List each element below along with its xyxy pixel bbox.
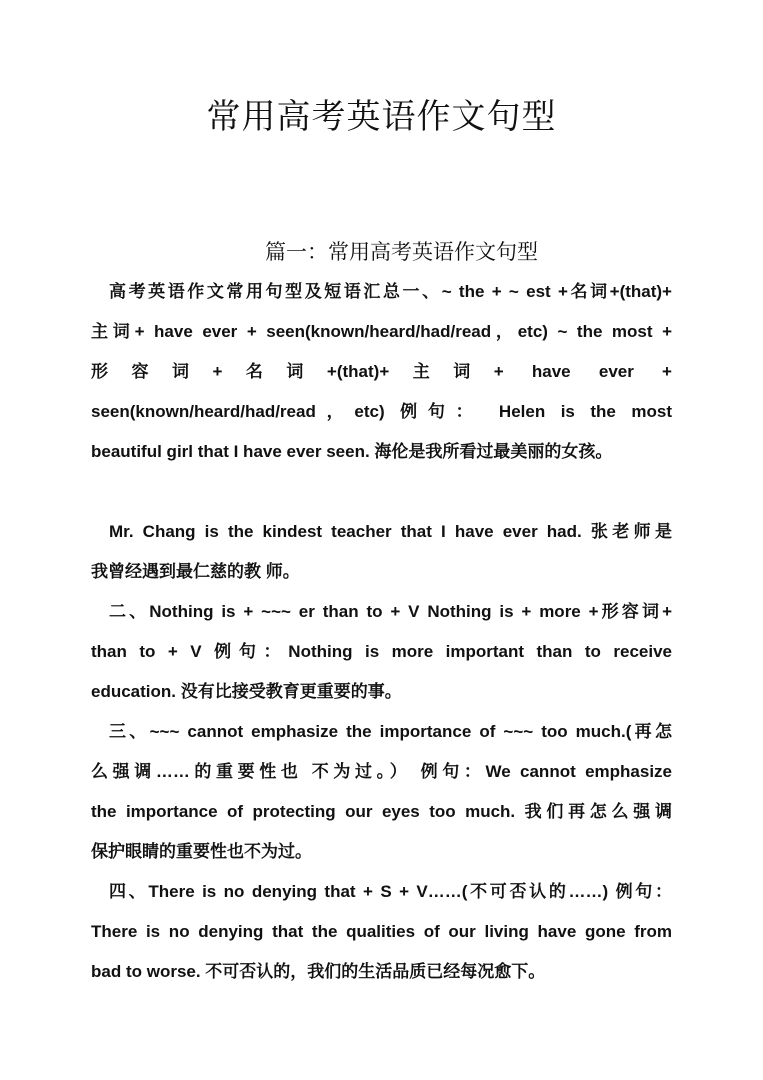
paragraph — [91, 712, 672, 872]
text-line: beautiful girl that I have ever seen. 海伦是我所看过最美丽的女孩。 — [91, 442, 613, 461]
text-line: 三、~~~ cannot emphasize the importance of ~~~ too much.(再怎 — [109, 722, 672, 741]
text-line: 形容词+名词+(that)+主词+ have ever + — [91, 362, 672, 381]
text-line: Mr. Chang is the kindest teacher that I have ever had. 张老师是 — [109, 522, 672, 541]
page-title: 常用高考英语作文句型 — [206, 99, 557, 136]
paragraph — [91, 592, 672, 712]
text-line: 主词+ have ever + seen(known/heard/had/read，etc) ~ the most + — [91, 322, 672, 341]
text-line: seen(known/heard/had/read，etc) 例句： Helen is the most — [91, 402, 672, 421]
text-line: bad to worse. 不可否认的，我们的生活品质已经每况愈下。 — [91, 962, 546, 981]
text-line: the importance of protecting our eyes too much. 我们再怎么强调 — [91, 802, 672, 821]
paragraph — [91, 872, 672, 992]
text-line: 保护眼睛的重要性也不为过。 — [91, 842, 312, 861]
paragraph — [91, 512, 672, 592]
text-line: 我曾经遇到最仁慈的教 师。 — [91, 562, 300, 581]
text-line: 么强调……的重要性也 不为过。） 例句：We cannot emphasize — [91, 762, 672, 781]
paragraph — [91, 272, 672, 472]
text-line: 二、Nothing is + ~~~ er than to + V Nothing is + more +形容词+ — [109, 602, 672, 621]
text-line: than to + V 例句：Nothing is more important than to receive — [91, 642, 672, 661]
text-line: education. 没有比接受教育更重要的事。 — [91, 682, 402, 701]
text-line: 四、There is no denying that + S + V……(不可否认的……) 例句： — [109, 882, 672, 901]
text-line: There is no denying that the qualities of our living have gone from — [91, 922, 672, 941]
text-line: 高考英语作文常用句型及短语汇总一、~ the + ~ est +名词+(that)+ — [109, 282, 672, 301]
blank-line — [91, 472, 672, 512]
section-heading: 篇一：常用高考英语作文句型 — [265, 240, 538, 264]
document-body — [91, 232, 672, 992]
